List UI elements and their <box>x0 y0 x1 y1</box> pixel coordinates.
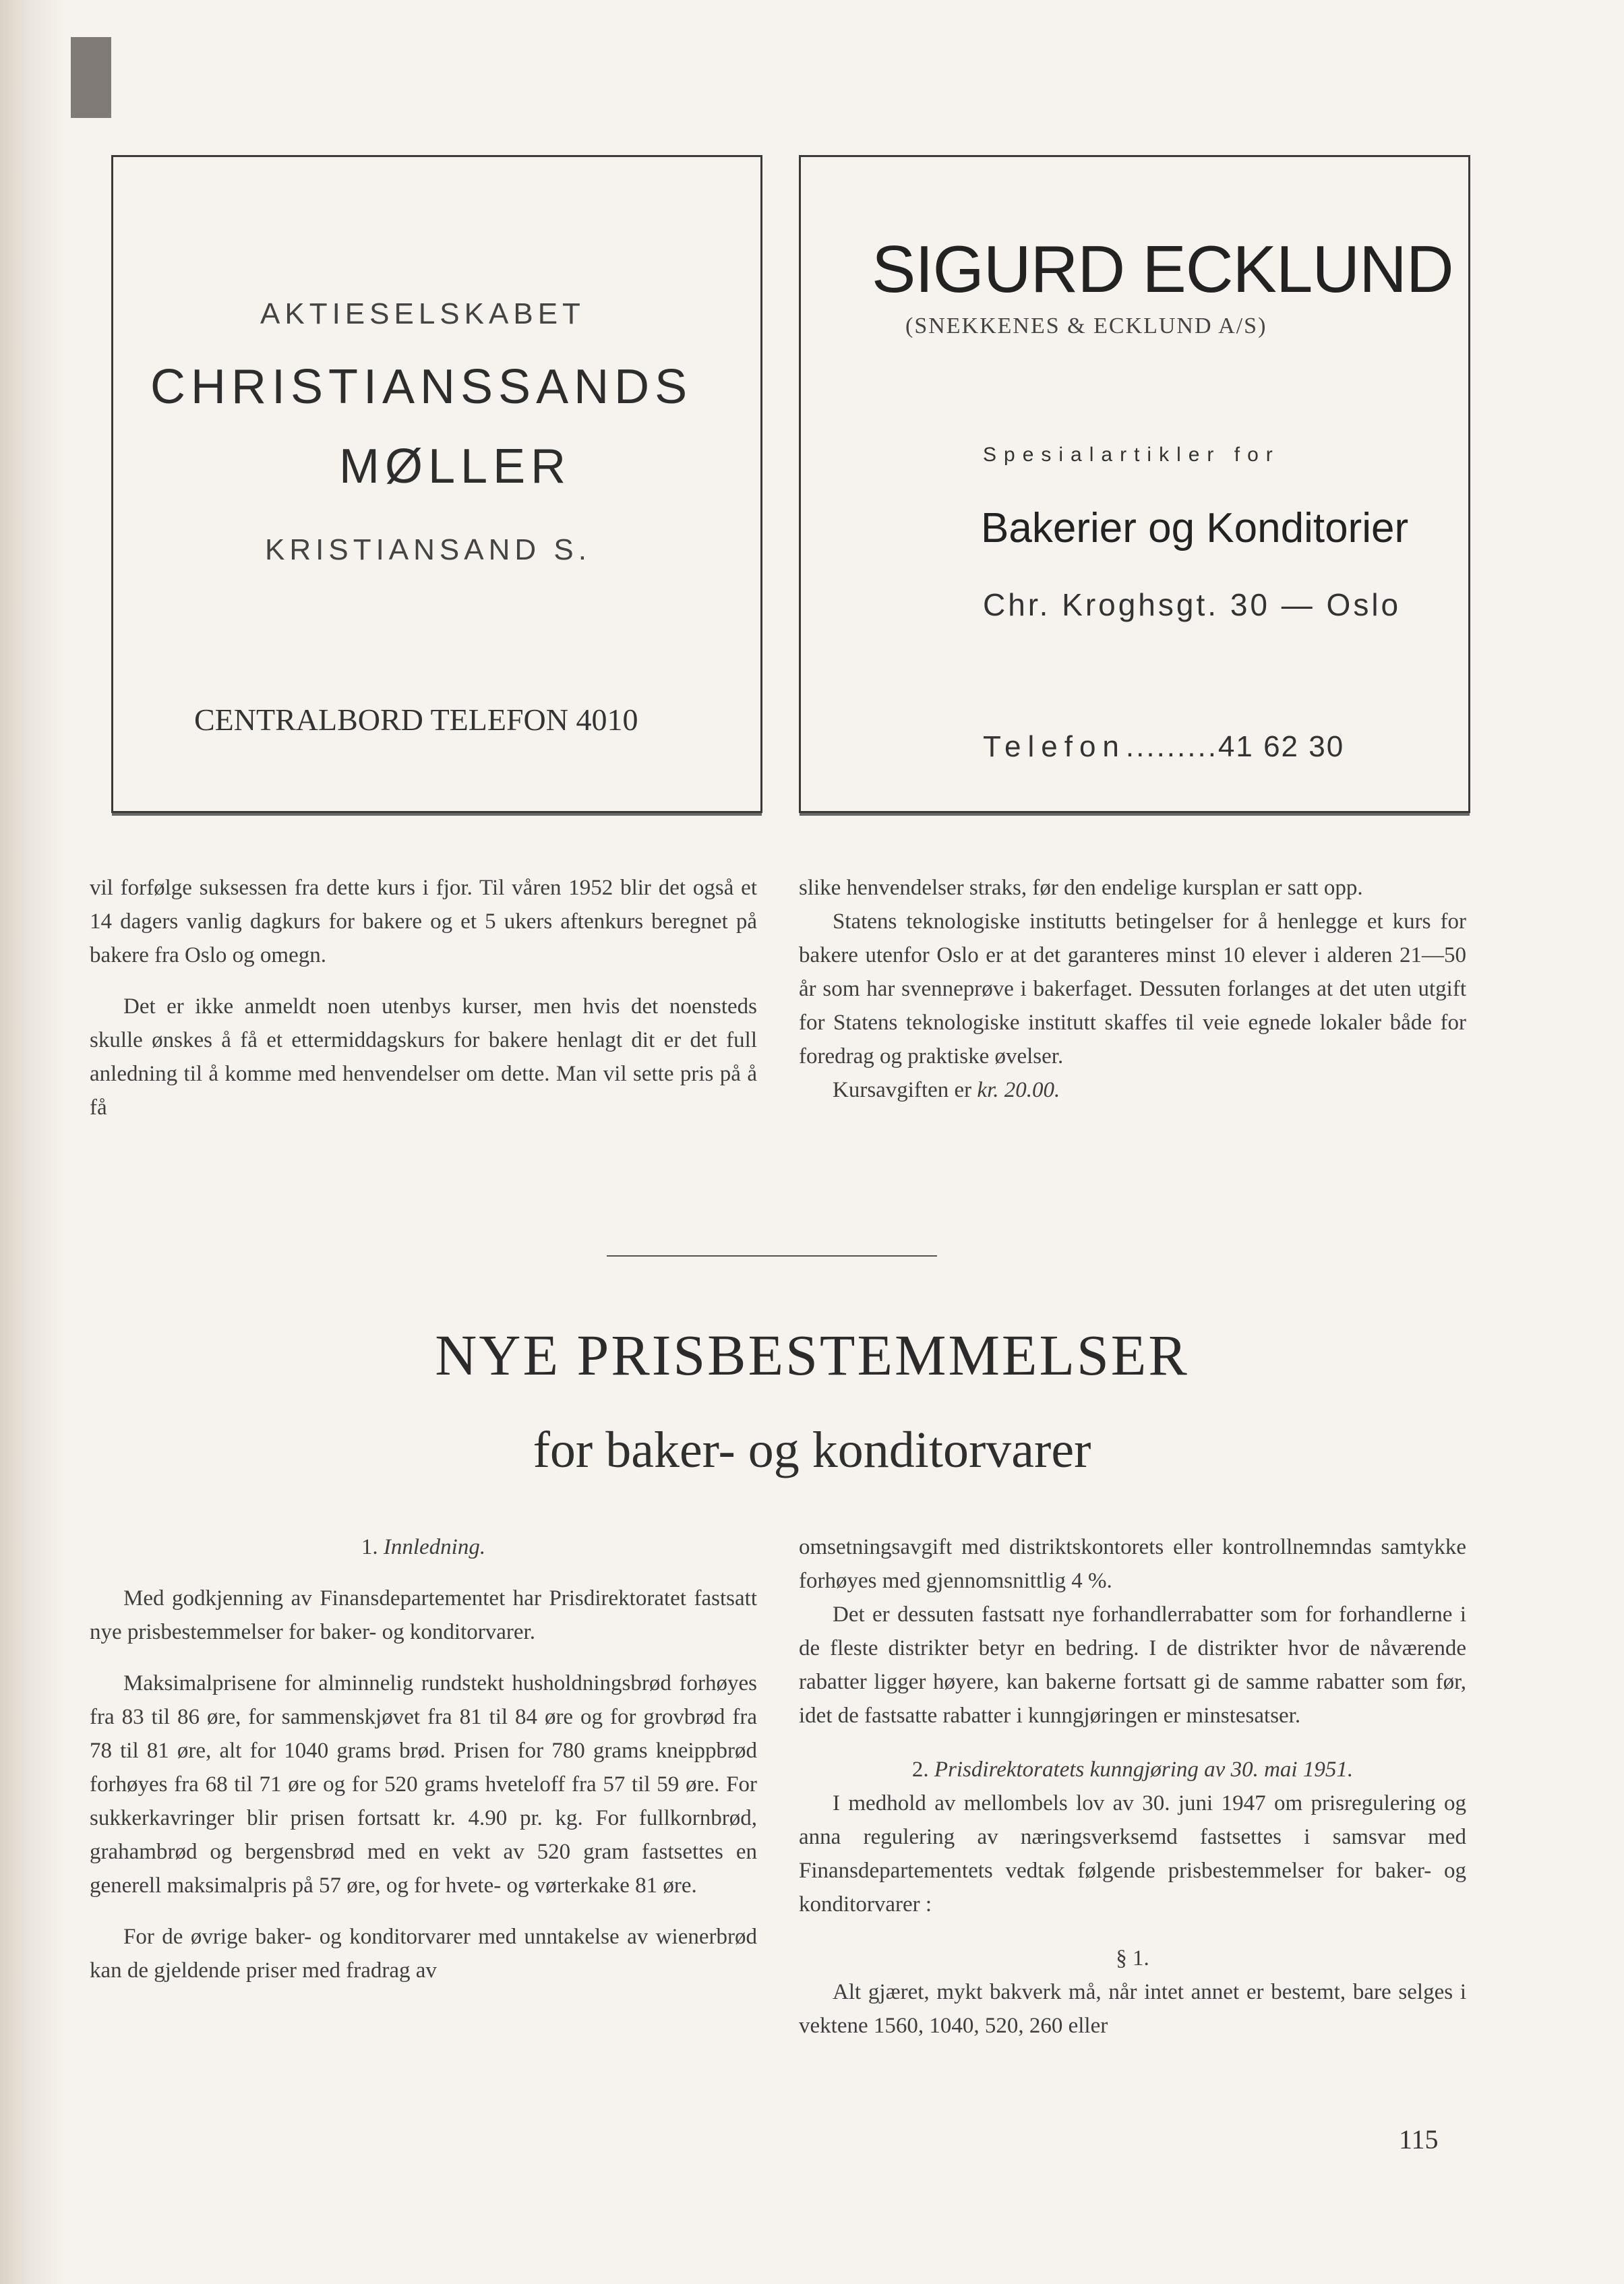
ad-phone <box>983 730 1344 764</box>
paragraph: Maksimalprisene for alminnelig rundstekt husholdningsbrød forhøyes fra 83 til 86 øre, for sammenskjøvet fra 81 til 84 øre og for grovbrød fra 78 til 81 øre, alt for 1040 grams brød. Prisen for 780 grams kneippbrød forhøyes fra 68 til 71 øre og for 520 grams hveteloff fra 57 til 59 øre. For sukkerkavringer blir prisen fortsatt kr. 4.90 pr. kg. For fullkornbrød, grahambrød og bergensbrød med en vekt av 520 gram fastsettes en generell maksimalpris på 57 øre, og for hvete- og vørterkake 81 øre. <box>90 1671 757 1898</box>
paragraph: Statens teknologiske institutts betingelser for å henlegge et kurs for bakere utenfor Oslo er at det garanteres minst 10 elever i alderen 21—50 år som har svenneprøve i bakerfaget. Dessuten forlanges at det uten utgift for Statens teknologiske institutt skaffes til veie egnede lokaler både for foredrag og praktiske øvelser. <box>799 909 1466 1069</box>
ad-phone: CENTRALBORD TELEFON 4010 <box>194 702 638 737</box>
article-right-column <box>799 1530 1466 2043</box>
ad-place: KRISTIANSAND S. <box>265 533 591 566</box>
ad-trade: Bakerier og Konditorier <box>981 505 1409 551</box>
section-title: Prisdirektoratets kunngjøring av 30. mai 1951. <box>934 1757 1354 1782</box>
ad-phone-dots: ......... <box>1125 730 1218 763</box>
article-subtitle: for baker- og konditorvarer <box>533 1422 1091 1478</box>
ad-company-subtitle: (SNEKKENES & ECKLUND A/S) <box>905 313 1267 338</box>
article-title: NYE PRISBESTEMMELSER <box>435 1323 1189 1387</box>
page-edge-shadow <box>0 0 67 2284</box>
scan-mark <box>71 37 111 118</box>
paragraph: Det er ikke anmeldt noen utenbys kurser, men hvis det noensteds skulle ønskes å få et ettermiddagskurs for bakere henlagt dit er det full anledning til å komme med henvendelser om dette. Man vil sette pris på å få <box>90 994 757 1120</box>
ad-company-name-line2: MØLLER <box>339 440 572 493</box>
ad-company-name: SIGURD ECKLUND <box>872 232 1453 306</box>
section-divider <box>607 1255 937 1257</box>
christianssands-moller-advertisement <box>111 155 762 813</box>
paragraph: Det er dessuten fastsatt nye forhandlerrabatter som for forhandlerne i de fleste distrikter betyr en bedring. I de distrikter hvor de nåværende rabatter ligger høyere, kan bakerne fortsatt gi de samme rabatter som før, idet de fastsatte rabatter i kunngjøringen er minstesatser. <box>799 1602 1466 1728</box>
course-fee-label: Kursavgiften er <box>833 1078 972 1102</box>
paragraph: Alt gjæret, mykt bakverk må, når intet annet er bestemt, bare selges i vektene 1560, 1040, 520, 260 eller <box>799 1980 1466 2038</box>
paragraph: Med godkjenning av Finansdepartementet har Prisdirektoratet fastsatt nye prisbestemmelser for baker- og konditorvarer. <box>90 1586 757 1644</box>
section-number: 1. <box>361 1535 378 1559</box>
ad-company-type: AKTIESELSKABET <box>260 297 585 330</box>
ad-company-name-line1: CHRISTIANSSANDS <box>150 360 693 414</box>
page-number: 115 <box>1399 2124 1439 2155</box>
sigurd-ecklund-advertisement <box>799 155 1470 813</box>
ad-phone-label: Telefon <box>983 730 1126 763</box>
paragraph: For de øvrige baker- og konditorvarer med unntakelse av wienerbrød kan de gjeldende priser med fradrag av <box>90 1925 757 1983</box>
paragraph: vil forfølge suksessen fra dette kurs i fjor. Til våren 1952 blir det også et 14 dagers vanlig dagkurs for bakere og et 5 ukers aftenkurs beregnet på bakere fra Oslo og omegn. <box>90 876 757 967</box>
paragraph: I medhold av mellombels lov av 30. juni 1947 om prisregulering og anna regulering av næringsverksemd fastsettes i samsvar med Finansdepartementets vedtak følgende prisbestemmelser for baker- og konditorvarer : <box>799 1791 1466 1917</box>
article-left-column <box>90 1530 757 2005</box>
paragraph: omsetningsavgift med distriktskontorets eller kontrollnemndas samtykke forhøyes med gjennomsnittlig 4 %. <box>799 1535 1466 1593</box>
course-fee-amount: kr. 20.00. <box>977 1078 1060 1102</box>
section-number: 2. <box>911 1757 929 1782</box>
section-heading <box>90 1530 757 1564</box>
paragraph <box>799 1073 1466 1107</box>
ad-address: Chr. Kroghsgt. 30 — Oslo <box>983 587 1402 622</box>
section-heading <box>799 1753 1466 1786</box>
top-right-column <box>799 871 1466 1107</box>
ad-specialty: Spesialartikler for <box>983 444 1280 466</box>
paragraph-mark: § 1. <box>1116 1946 1149 1971</box>
top-left-column <box>90 871 757 1142</box>
ad-phone-number: 41 62 30 <box>1217 730 1345 763</box>
paragraph: slike henvendelser straks, før den endelige kursplan er satt opp. <box>799 876 1363 900</box>
section-title: Innledning. <box>383 1535 486 1559</box>
